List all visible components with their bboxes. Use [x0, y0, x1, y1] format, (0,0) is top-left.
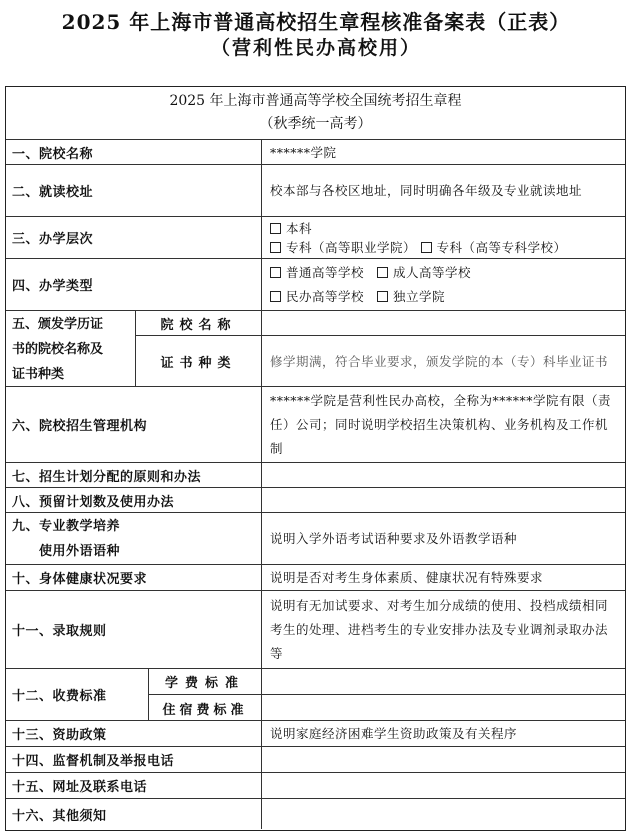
value-institution-name[interactable]: ******学院: [270, 144, 337, 160]
label-admission-office: 六、院校招生管理机构: [6, 387, 262, 462]
row-reserved-plan: [6, 488, 625, 513]
value-plan-principles[interactable]: [262, 463, 625, 487]
table-header-title: 2025 年上海市普通高等学校全国统考招生章程: [169, 93, 462, 109]
form-table: [5, 86, 626, 831]
value-reserved-plan[interactable]: [262, 488, 625, 512]
value-financial-aid[interactable]: 说明家庭经济困难学生资助政策及有关程序: [270, 726, 518, 741]
value-website[interactable]: [262, 773, 625, 798]
checkbox-icon[interactable]: [270, 291, 281, 302]
row-admission-office: [6, 387, 625, 463]
row-fees: [6, 669, 625, 721]
label-diploma-school-name: 院校名称: [136, 311, 262, 336]
checkbox-icon[interactable]: [421, 242, 432, 253]
row-website: [6, 773, 625, 799]
row-other-notes: [6, 799, 625, 829]
label-admission-rules: 十一、录取规则: [6, 591, 262, 668]
option-group-type-1: 普通高等学校 成人高等学校: [270, 261, 619, 285]
option-vocational[interactable]: 专科（高等职业学院） 专科（高等专科学校）: [270, 238, 619, 257]
row-campus-address: [6, 165, 625, 217]
page-title: 2025 年上海市普通高校招生章程核准备案表（正表）: [61, 10, 571, 34]
row-institution-name: [6, 140, 625, 165]
label-website: 十五、网址及联系电话: [6, 773, 262, 798]
row-foreign-language: [6, 513, 625, 565]
row-diploma: [6, 311, 625, 387]
value-school-type: [262, 259, 625, 310]
row-supervision: [6, 747, 625, 773]
label-campus-address: 二、就读校址: [6, 165, 262, 216]
label-financial-aid: 十三、资助政策: [6, 721, 262, 746]
row-school-type: [6, 259, 625, 311]
label-health: 十、身体健康状况要求: [6, 565, 262, 590]
value-diploma-school-name[interactable]: [262, 311, 625, 336]
label-plan-principles: 七、招生计划分配的原则和办法: [6, 463, 262, 487]
row-education-level: [6, 217, 625, 259]
label-education-level: 三、办学层次: [6, 217, 262, 258]
label-fees: 十二、收费标准: [6, 669, 149, 720]
value-admission-office[interactable]: ******学院是营利性民办高校，全称为******学院有限（责任）公司；同时说明学校招生决策机构、业务机构及工作机制: [270, 393, 612, 456]
label-diploma: 五、颁发学历证 书的院校名称及 证书种类: [6, 311, 136, 386]
value-tuition[interactable]: [262, 669, 625, 695]
table-header-subtitle: （秋季统一高考）: [259, 116, 372, 132]
label-certificate-type: 证书种类: [136, 336, 262, 387]
label-accommodation: 住宿费标准: [149, 695, 262, 721]
label-other-notes: 十六、其他须知: [6, 799, 262, 829]
value-health[interactable]: 说明是否对考生身体素质、健康状况有特殊要求: [270, 570, 544, 585]
label-school-type: 四、办学类型: [6, 259, 262, 310]
value-other-notes[interactable]: [262, 799, 625, 829]
checkbox-icon[interactable]: [377, 267, 388, 278]
label-reserved-plan: 八、预留计划数及使用办法: [6, 488, 262, 512]
row-plan-principles: [6, 463, 625, 488]
checkbox-icon[interactable]: [270, 242, 281, 253]
value-supervision[interactable]: [262, 747, 625, 772]
label-tuition: 学费标准: [149, 669, 262, 695]
option-undergraduate[interactable]: 本科: [270, 219, 619, 238]
row-admission-rules: [6, 591, 625, 669]
value-campus-address[interactable]: 校本部与各校区地址，同时明确各年级及专业就读地址: [270, 183, 583, 198]
checkbox-icon[interactable]: [270, 267, 281, 278]
table-header: [6, 87, 625, 140]
value-foreign-language[interactable]: 说明入学外语考试语种要求及外语教学语种: [270, 531, 518, 546]
checkbox-icon[interactable]: [377, 291, 388, 302]
value-accommodation[interactable]: [262, 695, 625, 721]
label-institution-name: 一、院校名称: [6, 140, 262, 164]
row-health: [6, 565, 625, 591]
value-certificate-type[interactable]: 修学期满，符合毕业要求，颁发学院的本（专）科毕业证书: [270, 353, 609, 369]
option-group-type-2: 民办高等学校 独立学院: [270, 285, 619, 309]
checkbox-icon[interactable]: [270, 223, 281, 234]
value-admission-rules[interactable]: 说明有无加试要求、对考生加分成绩的使用、投档成绩相同考生的处理、进档考生的专业安排办法及专业调剂录取办法等: [270, 598, 609, 661]
label-foreign-language: 九、专业教学培养 使用外语语种: [6, 513, 262, 564]
row-financial-aid: [6, 721, 625, 747]
value-education-level: [262, 217, 625, 258]
page-subtitle: （营利性民办高校用）: [210, 37, 421, 59]
label-supervision: 十四、监督机制及举报电话: [6, 747, 262, 772]
